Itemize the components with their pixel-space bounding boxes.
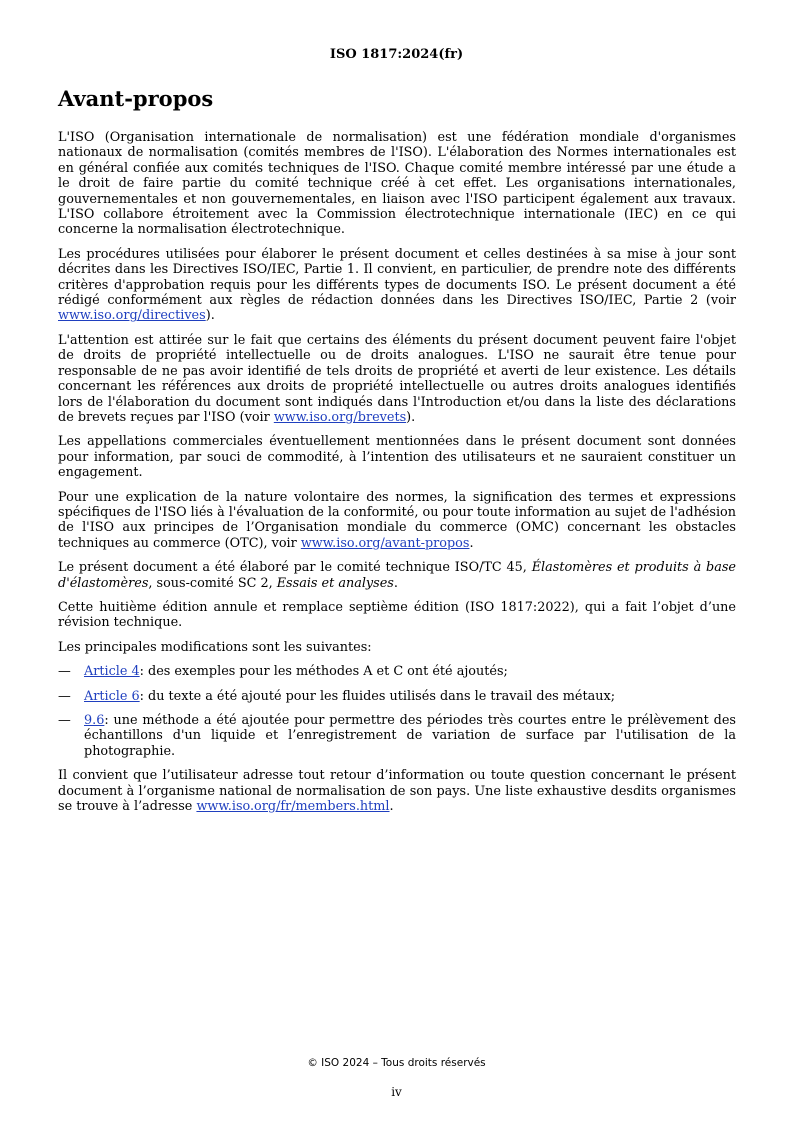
link-article-4[interactable]: Article 4 [84, 664, 140, 680]
paragraph-changes-intro: Les principales modifications sont les suivantes: [58, 639, 372, 655]
paragraph-committee: Le présent document a été élaboré par le comité technique ISO/TC 45, Élastomères et produits à base d'élastomères, sous-comité SC 2, Essais et analyses. [58, 560, 736, 591]
paragraph-feedback: Il convient que l’utilisateur adresse tout retour d’information ou toute question concernant le présent document à l’organisme national de normalisation de son pays. Une liste exhaustive desdits organismes se trouve à l’adresse www.iso.org/fr/members.html. [58, 768, 736, 815]
page-title: Avant-propos [58, 86, 214, 111]
link-avant-propos[interactable]: www.iso.org/avant-propos [300, 535, 470, 551]
link-directives[interactable]: www.iso.org/directives [58, 308, 206, 324]
page-number: iv [391, 1085, 402, 1099]
paragraph-voluntary-nature: Pour une explication de la nature volontaire des normes, la signification des termes et expressions spécifiques de l'ISO liés à l'évaluation de la conformité, ou pour toute information au sujet de l'adhésion de l'ISO aux principes de l’Organisation mondiale du commerce (OMC) concernant les obstacles techniques au commerce (OTC), voir www.iso.org/avant-propos. [58, 489, 736, 551]
link-brevets[interactable]: www.iso.org/brevets [273, 409, 407, 425]
paragraph-patents: L'attention est attirée sur le fait que certains des éléments du présent document peuvent faire l'objet de droits de propriété intellectuelle ou de droits analogues. L'ISO ne saurait être tenue pour responsable de ne pas avoir identifié de tels droits de propriété et averti de leur existence. Les détails concernant les références aux droits de propriété intellectuelle ou autres droits analogues identifiés lors de l'élaboration du document sont indiqués dans l'Introduction et/ou dans la liste des déclarations de brevets reçues par l'ISO (voir www.iso.org/brevets). [58, 332, 736, 425]
link-members[interactable]: www.iso.org/fr/members.html [196, 799, 390, 815]
document-id-header: ISO 1817:2024(fr) [329, 47, 464, 62]
dash-bullet: — [58, 664, 71, 680]
paragraph-edition: Cette huitième édition annule et remplace septième édition (ISO 1817:2022), qui a fait l’objet d’une révision technique. [58, 599, 736, 631]
paragraph-trade-names: Les appellations commerciales éventuellement mentionnées dans le présent document sont données pour information, par souci de commodité, à l’intention des utilisateurs et ne sauraient constituer un engagement. [58, 434, 736, 481]
link-article-6[interactable]: Article 6 [84, 688, 140, 704]
copyright-footer: © ISO 2024 – Tous droits réservés [307, 1057, 486, 1069]
dash-bullet: — [58, 713, 71, 728]
document-body [58, 130, 736, 823]
list-item: — 9.6: une méthode a été ajoutée pour permettre des périodes très courtes entre le prélèvement des échantillons d'un liquide et l’enregistrement de variation de surface par l'utilisation de la photographie. [58, 713, 736, 759]
paragraph-procedures: Les procédures utilisées pour élaborer le présent document et celles destinées à sa mise à jour sont décrites dans les Directives ISO/IEC, Partie 1. Il convient, en particulier, de prendre note des différents critères d'approbation requis pour les différents types de documents ISO. Le présent document a été rédigé conformément aux règles de rédaction données dans les Directives ISO/IEC, Partie 2 (voir www.iso.org/directives). [58, 246, 736, 324]
link-section-9-6[interactable]: 9.6 [84, 713, 105, 728]
dash-bullet: — [58, 688, 71, 704]
paragraph-iso-intro: L'ISO (Organisation internationale de normalisation) est une fédération mondiale d'organismes nationaux de normalisation (comités membres de l'ISO). L'élaboration des Normes internationales est en général confiée aux comités techniques de l'ISO. Chaque comité membre intéressé par une étude a le droit de faire partie du comité technique créé à cet effet. Les organisations internationales, gouvernementales et non gouvernementales, en liaison avec l'ISO participent également aux travaux. L'ISO collabore étroitement avec la Commission électrotechnique internationale (IEC) en ce qui concerne la normalisation électrotechnique. [58, 130, 736, 238]
list-item: — Article 4: des exemples pour les méthodes A et C ont été ajoutés; [58, 664, 508, 680]
list-item: — Article 6: du texte a été ajouté pour les fluides utilisés dans le travail des métaux; [58, 688, 616, 704]
